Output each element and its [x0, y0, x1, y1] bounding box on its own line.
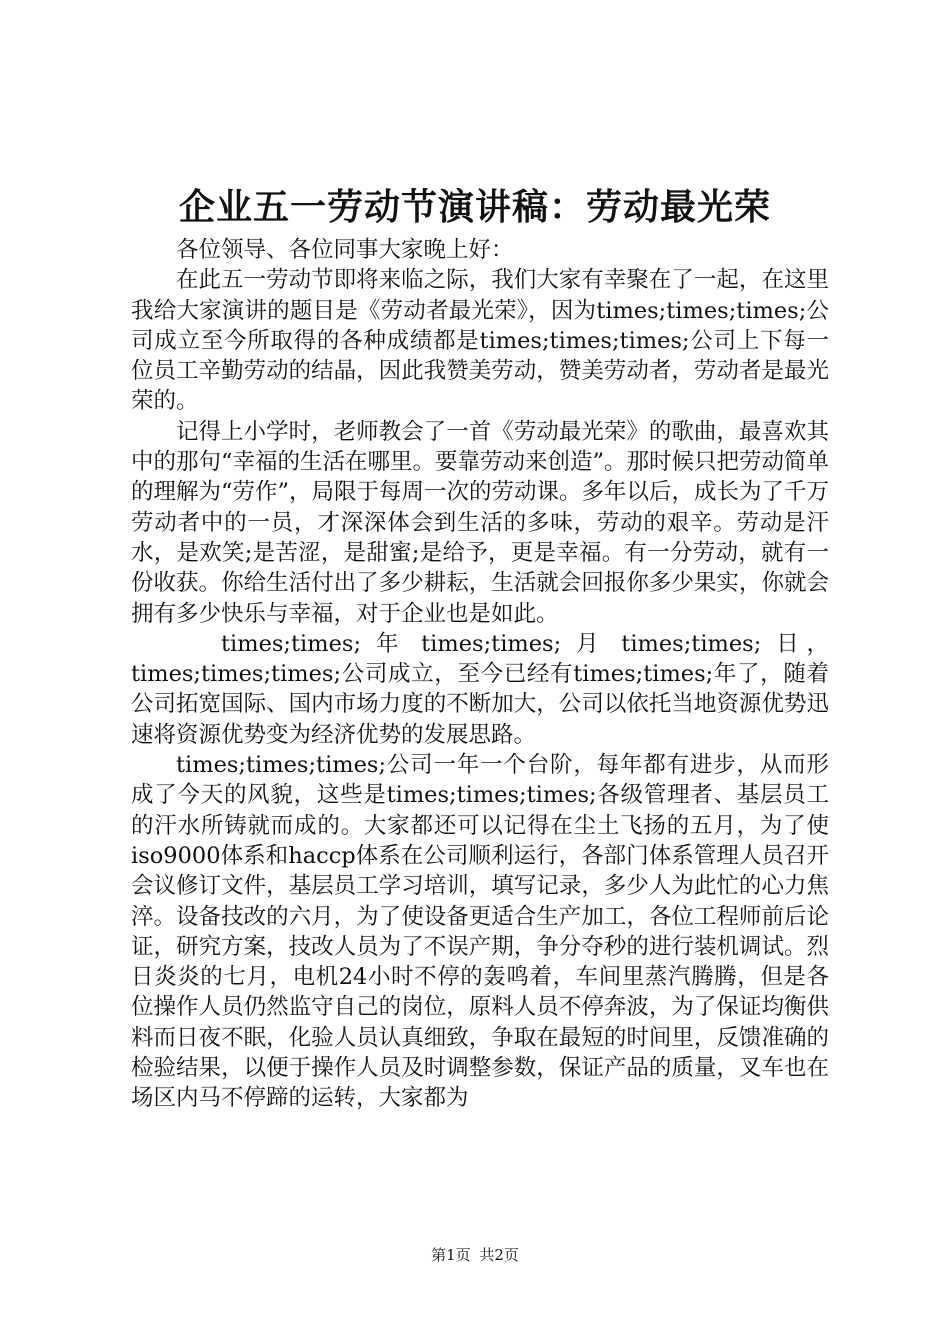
- body-paragraph-1: 在此五一劳动节即将来临之际，我们大家有幸聚在了一起，在这里我给大家演讲的题目是《劳动者最光荣》，因为times;times;times;公司成立至今所取得的各种成绩都是times;times;times;公司上下每一位员工辛勤劳动的结晶，因此我赞美劳动，赞美劳动者，劳动者是最光荣的。: [131, 267, 829, 415]
- document-title: 企业五一劳动节演讲稿：劳动最光荣: [178, 186, 771, 228]
- page-footer: [0, 1244, 950, 1265]
- greeting-paragraph: 各位领导、各位同事大家晚上好：: [176, 237, 514, 263]
- page-total: 共2页: [479, 1246, 519, 1264]
- body-paragraph-3: times;times; 年 times;times; 月 times;times; 日，times;times;times;公司成立，至今已经有times;times;年了，随着公司拓宽国际、国内市场力度的不断加大，公司以依托当地资源优势迅速将资源优势变为经济优势的发展思路。: [131, 630, 829, 748]
- document-body: [131, 235, 829, 1114]
- body-paragraph-2: 记得上小学时，老师教会了一首《劳动最光荣》的歌曲，最喜欢其中的那句“幸福的生活在哪里。要靠劳动来创造”。那时候只把劳动简单的理解为“劳作”，局限于每周一次的劳动课。多年以后，成长为了千万劳动者中的一员，才深深体会到生活的多味，劳动的艰辛。劳动是汗水，是欢笑;是苦涩，是甜蜜;是给予，更是幸福。有一分劳动，就有一份收获。你给生活付出了多少耕耘，生活就会回报你多少果实，你就会拥有多少快乐与幸福，对于企业也是如此。: [131, 418, 830, 627]
- body-paragraph-4: times;times;times;公司一年一个台阶，每年都有进步，从而形成了今天的风貌，这些是times;times;times;各级管理者、基层员工的汗水所铸就而成的。大家都还可以记得在尘土飞扬的五月，为了使iso9000体系和haccp体系在公司顺利运行，各部门体系管理人员召开会议修订文件，基层员工学习培训，填写记录，多少人为此忙的心力焦淬。设备技改的六月，为了使设备更适合生产加工，各位工程师前后论证，研究方案，技改人员为了不误产期，争分夺秒的进行装机调试。烈日炎炎的七月，电机24小时不停的轰鸣着，车间里蒸汽腾腾，但是各位操作人员仍然监守自己的岗位，原料人员不停奔波，为了保证均衡供料而日夜不眠，化验人员认真细致，争取在最短的时间里，反馈准确的检验结果，以便于操作人员及时调整参数，保证产品的质量，叉车也在场区内马不停蹄的运转，大家都为: [131, 752, 829, 1112]
- page-number: 第1页: [431, 1246, 471, 1264]
